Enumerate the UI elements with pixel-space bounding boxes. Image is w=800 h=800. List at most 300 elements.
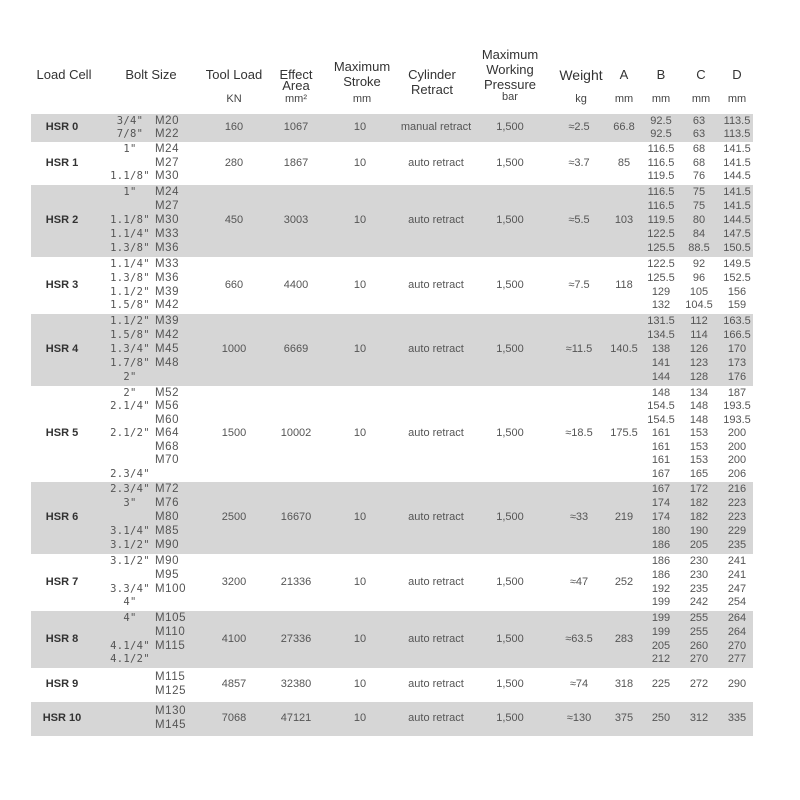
dimension-c-value: 96 — [692, 271, 706, 284]
header-tool-load: Tool Load — [205, 67, 263, 82]
bolt-size-inch: 2.1/4" — [110, 400, 150, 413]
table-row — [31, 314, 753, 386]
bolt-size-metric: M24 — [155, 186, 180, 198]
header-effect-area-2: Area — [282, 78, 310, 93]
bolt-size-metric: M27 — [155, 156, 180, 169]
bolt-size-metric: M36 — [155, 271, 180, 284]
bolt-size-inch: 3/4" — [116, 115, 144, 127]
dimension-c-value: 123 — [689, 357, 709, 369]
dimension-d-value: 144.5 — [723, 170, 751, 183]
dimension-d-value: 113.5 — [723, 115, 751, 127]
header-effect-area-1: Effect — [279, 67, 313, 82]
dimension-d-value: 223 — [727, 497, 747, 509]
dimension-c-value: 182 — [689, 511, 709, 523]
dimension-d-value: 270 — [727, 639, 747, 652]
bolt-size-metric: M20 — [155, 115, 180, 127]
max-stroke-value: 10 — [353, 278, 367, 291]
cylinder-retract-value: auto retract — [408, 156, 464, 169]
dimension-a-value: 103 — [614, 214, 634, 226]
load-cell-name: HSR 6 — [45, 511, 79, 523]
working-pressure-value: 1,500 — [496, 278, 524, 291]
dimension-c-value: 182 — [689, 497, 709, 509]
tool-load-value: 1000 — [221, 343, 247, 355]
dimension-a-value: 118 — [615, 278, 633, 291]
bolt-size-inch: 4.1/4" — [110, 639, 150, 652]
bolt-size-metric: M27 — [155, 200, 180, 212]
tool-load-value: 660 — [224, 278, 244, 291]
dimension-b-value: 161 — [651, 454, 671, 467]
dimension-b-value: 92.5 — [650, 115, 672, 127]
tool-load-value: 280 — [224, 156, 244, 169]
dimension-c-value: 230 — [689, 568, 709, 581]
dimension-b-value: 122.5 — [647, 228, 675, 240]
dimension-b-value: 186 — [651, 539, 671, 551]
dimension-d-value: 254 — [727, 596, 747, 609]
header-bolt-size: Bolt Size — [125, 67, 177, 82]
dimension-c-value: 312 — [689, 711, 709, 724]
max-stroke-value: 10 — [353, 156, 367, 169]
dimension-c-value: 68 — [692, 143, 706, 155]
effect-area-value: 10002 — [280, 427, 312, 439]
load-cell-name: HSR 0 — [45, 121, 79, 133]
bolt-size-metric: M85 — [155, 525, 180, 537]
weight-value: ≈47 — [569, 575, 589, 588]
dimension-d-value: 141.5 — [723, 143, 751, 155]
dimension-d-value: 147.5 — [723, 228, 751, 240]
bolt-size-metric: M95 — [155, 568, 180, 581]
dimension-c-value: 112 — [690, 315, 708, 327]
max-stroke-value: 10 — [353, 632, 367, 645]
dimension-d-value: 206 — [727, 467, 747, 480]
dimension-b-value: 225 — [651, 677, 671, 690]
load-cell-name: HSR 4 — [45, 343, 79, 355]
dimension-c-value: 75 — [692, 186, 706, 198]
dimension-c-value: 104.5 — [685, 299, 713, 312]
bolt-size-metric: M70 — [155, 454, 180, 467]
dimension-b-value: 119.5 — [647, 170, 675, 183]
header-effect-area-unit: mm² — [285, 93, 307, 105]
bolt-size-metric: M125 — [155, 685, 187, 697]
working-pressure-value: 1,500 — [496, 575, 524, 588]
bolt-size-metric: M30 — [155, 214, 180, 226]
table-row — [31, 114, 753, 142]
bolt-size-inch: 1.5/8" — [110, 329, 150, 341]
dimension-c-value: 153 — [689, 427, 709, 440]
load-cell-name: HSR 1 — [45, 156, 79, 169]
bolt-size-inch: 1.1/2" — [110, 285, 150, 298]
dimension-d-value: 193.5 — [723, 413, 751, 426]
weight-value: ≈130 — [566, 712, 592, 724]
dimension-c-value: 63 — [692, 128, 706, 140]
header-a: A — [619, 67, 629, 82]
effect-area-value: 47121 — [280, 712, 312, 724]
dimension-a-value: 219 — [614, 511, 634, 523]
working-pressure-value: 1,500 — [496, 214, 524, 226]
dimension-d-value: 277 — [727, 653, 747, 666]
dimension-c-value: 76 — [692, 170, 706, 183]
bolt-size-metric: M60 — [155, 413, 180, 426]
dimension-b-value: 154.5 — [647, 400, 675, 413]
dimension-b-value: 212 — [651, 653, 671, 666]
tool-load-value: 7068 — [221, 712, 247, 724]
dimension-b-value: 167 — [651, 483, 671, 495]
bolt-size-metric: M90 — [155, 555, 180, 567]
dimension-d-value: 159 — [727, 299, 747, 312]
bolt-size-inch: 1.1/2" — [110, 315, 150, 327]
bolt-size-inch: 2.3/4" — [110, 467, 150, 480]
bolt-size-metric: M110 — [155, 625, 186, 638]
dimension-c-value: 153 — [689, 454, 709, 467]
dimension-b-value: 131.5 — [647, 315, 675, 327]
dimension-d-value: 156 — [727, 285, 747, 298]
dimension-d-value: 290 — [727, 677, 747, 690]
cylinder-retract-value: auto retract — [408, 278, 464, 291]
bolt-size-metric: M68 — [155, 440, 180, 453]
dimension-b-value: 161 — [651, 427, 671, 440]
dimension-d-value: 176 — [727, 371, 747, 383]
dimension-b-value: 129 — [651, 285, 671, 298]
dimension-b-value: 119.5 — [647, 214, 675, 226]
header-max-stroke-2: Stroke — [343, 74, 381, 89]
tool-load-value: 160 — [224, 121, 244, 133]
dimension-c-value: 92 — [692, 258, 706, 270]
max-stroke-value: 10 — [353, 678, 367, 690]
weight-value: ≈3.7 — [568, 156, 590, 169]
bolt-size-metric: M39 — [155, 315, 180, 327]
weight-value: ≈5.5 — [568, 214, 590, 226]
dimension-a-value: 318 — [614, 678, 634, 690]
bolt-size-inch: 1.1/8" — [110, 214, 150, 226]
bolt-size-metric: M145 — [155, 719, 187, 731]
dimension-c-value: 68 — [692, 156, 706, 169]
header-max-stroke-unit: mm — [352, 93, 372, 105]
dimension-d-value: 264 — [727, 625, 747, 638]
dimension-d-value: 229 — [727, 525, 747, 537]
dimension-c-value: 255 — [689, 612, 709, 624]
dimension-c-value: 63 — [692, 115, 706, 127]
bolt-size-metric: M48 — [155, 357, 180, 369]
dimension-d-value: 144.5 — [723, 214, 751, 226]
dimension-d-value: 235 — [727, 539, 747, 551]
bolt-size-metric: M42 — [155, 329, 180, 341]
bolt-size-inch: 1.1/4" — [110, 258, 150, 270]
working-pressure-value: 1,500 — [496, 632, 524, 645]
cylinder-retract-value: auto retract — [408, 511, 464, 523]
weight-value: ≈18.5 — [565, 427, 593, 439]
bolt-size-metric: M130 — [155, 704, 187, 717]
dimension-a-value: 375 — [614, 712, 634, 724]
bolt-size-metric: M115 — [155, 639, 186, 652]
bolt-size-inch: 1" — [123, 186, 137, 198]
dimension-b-value: 199 — [651, 625, 671, 638]
dimension-b-value: 122.5 — [647, 258, 675, 270]
tool-load-value: 4857 — [221, 678, 247, 690]
table-row — [31, 554, 753, 611]
dimension-b-value: 116.5 — [647, 156, 675, 169]
max-stroke-value: 10 — [353, 427, 367, 439]
bolt-size-inch: 3.1/2" — [110, 555, 150, 567]
dimension-d-value: 152.5 — [723, 271, 751, 284]
table-row — [31, 670, 753, 700]
dimension-d-value: 216 — [727, 483, 747, 495]
table-row — [31, 702, 753, 736]
bolt-size-inch: 2.1/2" — [110, 427, 150, 440]
bolt-size-inch: 4.1/2" — [110, 653, 150, 666]
dimension-c-value: 128 — [689, 371, 709, 383]
header-tool-load-unit: KN — [226, 93, 242, 105]
weight-value: ≈74 — [569, 678, 589, 690]
bolt-size-inch: 1.1/4" — [110, 228, 150, 240]
table-row — [31, 257, 753, 314]
table-body — [31, 114, 753, 736]
dimension-b-value: 174 — [651, 497, 671, 509]
dimension-c-value: 148 — [689, 400, 709, 413]
max-stroke-value: 10 — [353, 214, 367, 226]
bolt-size-inch: 3" — [123, 497, 137, 509]
load-cell-name: HSR 2 — [45, 214, 79, 226]
weight-value: ≈7.5 — [568, 278, 590, 291]
dimension-b-value: 205 — [651, 639, 671, 652]
dimension-d-value: 241 — [727, 568, 747, 581]
effect-area-value: 4400 — [283, 278, 309, 291]
load-cell-name: HSR 7 — [45, 575, 79, 588]
header-weight-unit: kg — [575, 93, 587, 105]
header-d-unit: mm — [727, 93, 747, 105]
header-c: C — [696, 67, 706, 82]
dimension-b-value: 116.5 — [647, 143, 675, 155]
cylinder-retract-value: auto retract — [408, 575, 464, 588]
dimension-c-value: 165 — [689, 467, 709, 480]
dimension-b-value: 154.5 — [647, 413, 675, 426]
bolt-size-metric: M30 — [155, 170, 180, 183]
dimension-b-value: 250 — [651, 711, 671, 724]
bolt-size-metric: M76 — [155, 497, 180, 509]
working-pressure-value: 1,500 — [496, 678, 524, 690]
effect-area-value: 1867 — [283, 156, 309, 169]
dimension-b-value: 161 — [651, 440, 671, 453]
header-mwp-1: Maximum — [481, 47, 539, 62]
dimension-d-value: 264 — [727, 612, 747, 624]
dimension-b-value: 186 — [651, 555, 671, 567]
dimension-a-value: 252 — [614, 575, 634, 588]
cylinder-retract-value: auto retract — [408, 712, 464, 724]
dimension-b-value: 144 — [651, 371, 671, 383]
table-row — [31, 185, 753, 257]
dimension-d-value: 163.5 — [723, 315, 751, 327]
dimension-c-value: 255 — [689, 625, 709, 638]
bolt-size-metric: M36 — [155, 242, 180, 254]
dimension-b-value: 138 — [651, 343, 671, 355]
working-pressure-value: 1,500 — [496, 156, 524, 169]
table-header — [31, 44, 753, 114]
header-mwp-3: Pressure — [483, 77, 537, 92]
tool-load-value: 1500 — [221, 427, 247, 439]
header-mwp-2: Working — [486, 62, 534, 77]
bolt-size-metric: M52 — [155, 387, 180, 399]
load-cell-name: HSR 10 — [42, 712, 82, 724]
dimension-a-value: 66.8 — [613, 121, 635, 133]
dimension-b-value: 180 — [651, 525, 671, 537]
spec-table — [31, 44, 753, 736]
weight-value: ≈33 — [569, 511, 589, 523]
tool-load-value: 3200 — [221, 575, 247, 588]
dimension-a-value: 175.5 — [610, 427, 638, 439]
dimension-d-value: 335 — [727, 711, 747, 724]
max-stroke-value: 10 — [353, 712, 367, 724]
bolt-size-inch: 4" — [123, 596, 137, 609]
effect-area-value: 3003 — [283, 214, 309, 226]
effect-area-value: 27336 — [280, 632, 312, 645]
tool-load-value: 450 — [224, 214, 244, 226]
effect-area-value: 6669 — [283, 343, 309, 355]
dimension-c-value: 272 — [689, 677, 709, 690]
dimension-c-value: 242 — [689, 596, 709, 609]
weight-value: ≈63.5 — [565, 632, 593, 645]
working-pressure-value: 1,500 — [496, 121, 524, 133]
dimension-d-value: 223 — [727, 511, 747, 523]
dimension-b-value: 141 — [651, 357, 671, 369]
dimension-b-value: 125.5 — [647, 271, 675, 284]
dimension-d-value: 150.5 — [723, 242, 751, 254]
bolt-size-metric: M56 — [155, 400, 180, 413]
cylinder-retract-value: auto retract — [408, 678, 464, 690]
cylinder-retract-value: auto retract — [408, 343, 464, 355]
dimension-b-value: 116.5 — [647, 186, 675, 198]
load-cell-name: HSR 8 — [45, 632, 79, 645]
bolt-size-inch: 3.3/4" — [110, 582, 150, 595]
cylinder-retract-value: auto retract — [408, 427, 464, 439]
max-stroke-value: 10 — [353, 343, 367, 355]
weight-value: ≈2.5 — [568, 121, 590, 133]
dimension-d-value: 200 — [727, 440, 747, 453]
cylinder-retract-value: auto retract — [408, 214, 464, 226]
load-cell-name: HSR 9 — [45, 678, 79, 690]
dimension-b-value: 167 — [651, 467, 671, 480]
bolt-size-inch: 1.3/8" — [110, 242, 150, 254]
header-a-unit: mm — [614, 93, 634, 105]
effect-area-value: 32380 — [280, 678, 312, 690]
dimension-d-value: 193.5 — [723, 400, 751, 413]
header-b: B — [656, 67, 666, 82]
bolt-size-metric: M24 — [155, 143, 180, 155]
dimension-c-value: 230 — [689, 555, 709, 567]
weight-value: ≈11.5 — [565, 343, 593, 355]
bolt-size-inch: 7/8" — [116, 128, 144, 140]
dimension-c-value: 80 — [692, 214, 706, 226]
header-cylinder-retract-1: Cylinder — [408, 67, 456, 82]
header-mwp-unit: bar — [502, 91, 518, 103]
bolt-size-inch: 1.5/8" — [110, 299, 150, 312]
dimension-c-value: 172 — [689, 483, 709, 495]
header-d: D — [732, 67, 742, 82]
effect-area-value: 21336 — [280, 575, 312, 588]
working-pressure-value: 1,500 — [496, 343, 524, 355]
dimension-d-value: 200 — [727, 454, 747, 467]
dimension-b-value: 148 — [651, 387, 671, 399]
header-max-stroke-1: Maximum — [333, 59, 391, 74]
working-pressure-value: 1,500 — [496, 712, 524, 724]
dimension-d-value: 247 — [727, 582, 747, 595]
dimension-b-value: 186 — [651, 568, 671, 581]
dimension-d-value: 141.5 — [723, 186, 751, 198]
dimension-d-value: 141.5 — [723, 156, 751, 169]
load-cell-name: HSR 3 — [45, 278, 79, 291]
dimension-a-value: 85 — [617, 156, 631, 169]
table-row — [31, 142, 753, 185]
bolt-size-metric: M100 — [155, 582, 187, 595]
table-row — [31, 611, 753, 668]
dimension-b-value: 174 — [651, 511, 671, 523]
dimension-d-value: 170 — [727, 343, 747, 355]
header-c-unit: mm — [691, 93, 711, 105]
dimension-c-value: 235 — [689, 582, 709, 595]
header-weight: Weight — [559, 67, 603, 83]
dimension-c-value: 205 — [689, 539, 709, 551]
dimension-c-value: 84 — [692, 228, 706, 240]
load-cell-name: HSR 5 — [45, 427, 79, 439]
dimension-d-value: 113.5 — [723, 128, 751, 140]
dimension-b-value: 192 — [651, 582, 671, 595]
effect-area-value: 16670 — [280, 511, 312, 523]
bolt-size-metric: M39 — [155, 285, 180, 298]
dimension-c-value: 270 — [689, 653, 709, 666]
header-cylinder-retract-2: Retract — [411, 82, 453, 97]
tool-load-value: 2500 — [221, 511, 247, 523]
bolt-size-inch: 4" — [123, 612, 137, 624]
bolt-size-inch: 1.1/8" — [110, 170, 150, 183]
dimension-b-value: 134.5 — [647, 329, 675, 341]
max-stroke-value: 10 — [353, 121, 367, 133]
bolt-size-metric: M33 — [155, 258, 180, 270]
dimension-d-value: 173 — [727, 357, 747, 369]
max-stroke-value: 10 — [353, 575, 367, 588]
dimension-c-value: 75 — [692, 200, 706, 212]
dimension-b-value: 125.5 — [647, 242, 675, 254]
dimension-d-value: 149.5 — [723, 258, 751, 270]
bolt-size-inch: 2.3/4" — [110, 483, 150, 495]
dimension-d-value: 141.5 — [723, 200, 751, 212]
dimension-d-value: 241 — [727, 555, 747, 567]
cylinder-retract-value: manual retract — [400, 121, 472, 133]
dimension-c-value: 126 — [689, 343, 709, 355]
dimension-b-value: 199 — [651, 596, 671, 609]
bolt-size-metric: M42 — [155, 299, 180, 312]
dimension-c-value: 153 — [689, 440, 709, 453]
bolt-size-inch: 1.3/4" — [110, 343, 150, 355]
bolt-size-metric: M115 — [155, 671, 186, 683]
max-stroke-value: 10 — [353, 511, 367, 523]
dimension-c-value: 114 — [690, 329, 708, 341]
dimension-c-value: 105 — [689, 285, 709, 298]
effect-area-value: 1067 — [283, 121, 309, 133]
dimension-c-value: 260 — [689, 639, 709, 652]
dimension-b-value: 92.5 — [650, 128, 672, 140]
working-pressure-value: 1,500 — [496, 511, 524, 523]
bolt-size-inch: 1.7/8" — [110, 357, 150, 369]
dimension-a-value: 140.5 — [610, 343, 638, 355]
dimension-c-value: 134 — [689, 387, 709, 399]
bolt-size-metric: M72 — [155, 483, 180, 495]
dimension-d-value: 166.5 — [723, 329, 751, 341]
bolt-size-metric: M105 — [155, 612, 187, 624]
table-row — [31, 386, 753, 482]
working-pressure-value: 1,500 — [496, 427, 524, 439]
bolt-size-metric: M90 — [155, 539, 180, 551]
bolt-size-metric: M33 — [155, 228, 180, 240]
bolt-size-inch: 1" — [123, 143, 137, 155]
dimension-d-value: 187 — [727, 387, 747, 399]
bolt-size-metric: M45 — [155, 343, 180, 355]
